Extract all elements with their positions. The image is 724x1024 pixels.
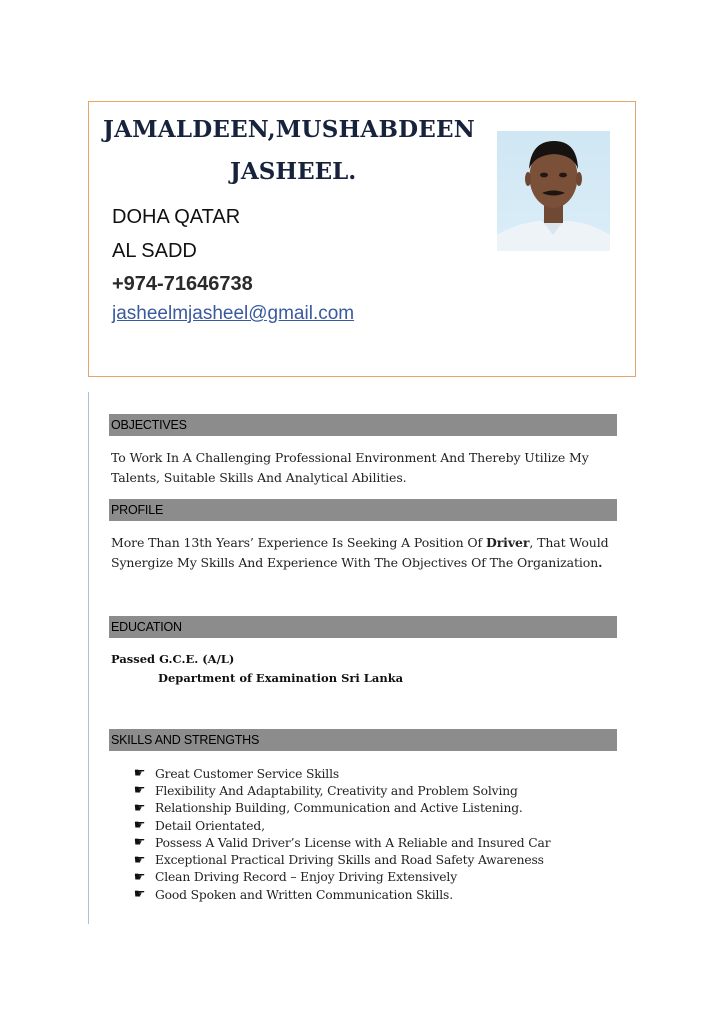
- profile-line-2: [111, 553, 621, 573]
- pointing-hand-icon: ☛: [133, 783, 146, 799]
- profile-position-driver: Driver: [485, 535, 530, 550]
- education-qualification: Passed G.C.E. (A/L): [111, 652, 235, 666]
- pointing-hand-icon: ☛: [133, 800, 146, 816]
- name-line-2: JASHEEL.: [230, 158, 357, 185]
- pointing-hand-icon: ☛: [133, 818, 146, 834]
- pointing-hand-icon: ☛: [133, 766, 146, 782]
- contact-area: AL SADD: [112, 240, 197, 262]
- pointing-hand-icon: ☛: [133, 887, 146, 903]
- contact-phone: +974-71646738: [112, 273, 253, 295]
- education-heading: EDUCATION: [109, 616, 617, 638]
- pointing-hand-icon: ☛: [133, 869, 146, 885]
- profile-photo: [497, 131, 610, 251]
- profile-line-1: [111, 533, 621, 553]
- left-margin-rule: [88, 392, 89, 924]
- skill-text: Good Spoken and Written Communication Skills.: [155, 887, 453, 902]
- pointing-hand-icon: ☛: [133, 852, 146, 868]
- list-item: [131, 834, 550, 851]
- pointing-hand-icon: ☛: [133, 835, 146, 851]
- skill-text: Great Customer Service Skills: [155, 766, 340, 781]
- skill-text: Clean Driving Record – Enjoy Driving Extensively: [155, 870, 457, 885]
- profile-heading: PROFILE: [109, 499, 617, 521]
- name-line-1: JAMALDEEN,MUSHABDEEN: [103, 116, 475, 143]
- skill-text: Flexibility And Adaptability, Creativity and Problem Solving: [155, 783, 518, 798]
- education-institution: Department of Examination Sri Lanka: [158, 671, 404, 685]
- objectives-line-1: To Work In A Challenging Professional Environment And Thereby Utilize My: [111, 450, 589, 465]
- profile-line-2-text: Synergize My Skills And Experience With The Objectives Of The Organization: [111, 555, 599, 570]
- objectives-text: [111, 448, 621, 488]
- contact-city: DOHA QATAR: [112, 206, 241, 228]
- profile-line-1-end: , That Would: [529, 535, 609, 550]
- list-item: [131, 869, 550, 886]
- skill-text: Detail Orientated,: [155, 818, 265, 833]
- skill-text: Relationship Building, Communication and Active Listening.: [155, 801, 523, 816]
- list-item: [131, 782, 550, 799]
- list-item: [131, 765, 550, 782]
- profile-line-1-start: More Than 13th Years’ Experience Is Seeking A Position Of: [111, 535, 486, 550]
- skill-text: Possess A Valid Driver’s License with A Reliable and Insured Car: [155, 835, 551, 850]
- skills-heading: SKILLS AND STRENGTHS: [109, 729, 617, 751]
- profile-text: [111, 533, 621, 573]
- profile-line-2-period: .: [598, 555, 603, 570]
- list-item: [131, 800, 550, 817]
- resume-header: [88, 101, 636, 377]
- skill-text: Exceptional Practical Driving Skills and Road Safety Awareness: [155, 853, 544, 868]
- objectives-heading: OBJECTIVES: [109, 414, 617, 436]
- skills-list: [131, 765, 550, 903]
- list-item: [131, 817, 550, 834]
- list-item: [131, 886, 550, 903]
- list-item: [131, 851, 550, 868]
- contact-email-link[interactable]: jasheelmjasheel@gmail.com: [112, 303, 355, 324]
- objectives-line-2: Talents, Suitable Skills And Analytical Abilities.: [111, 470, 407, 485]
